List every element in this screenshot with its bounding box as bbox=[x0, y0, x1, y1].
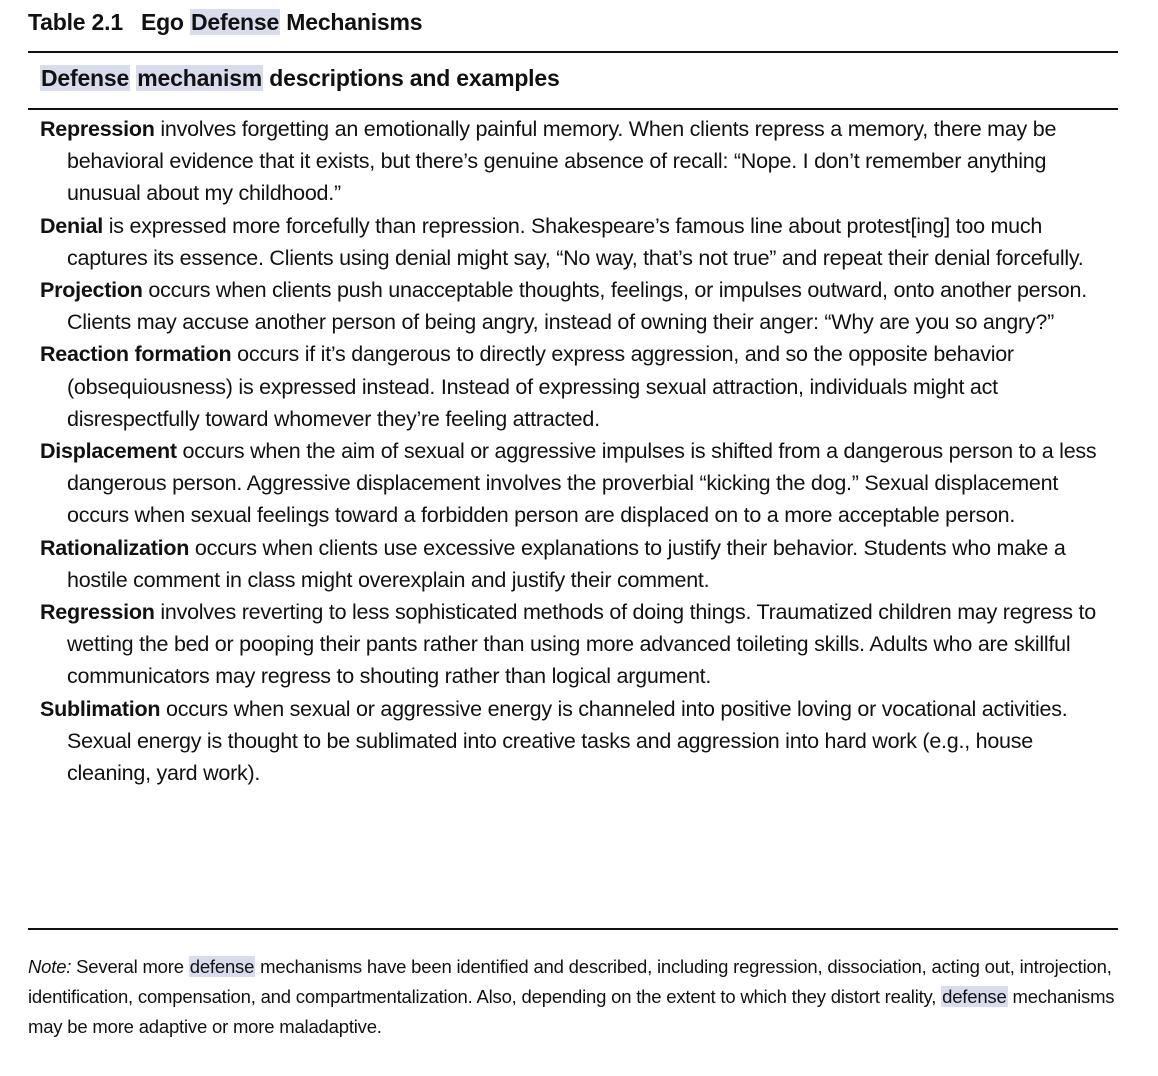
note-highlight-defense-2: defense bbox=[942, 986, 1007, 1007]
bottom-rule bbox=[28, 928, 1118, 930]
note-text-part2: mechanisms have been identified and described, including regression, dissociation, acting out, introjection, identification, compensation, and compartmentalization. Also, depending on the extent to which they distort reality, bbox=[28, 956, 1112, 1007]
entry-rationalization bbox=[40, 532, 1108, 596]
column-header bbox=[40, 65, 560, 92]
entry-reaction-formation bbox=[40, 338, 1108, 435]
entries-list bbox=[40, 113, 1108, 789]
table-note bbox=[28, 952, 1118, 1042]
entry-text: occurs when clients use excessive explanations to justify their behavior. Students who make a hostile comment in class might overexplain and justify their comment. bbox=[67, 535, 1066, 592]
column-header-highlight-defense: Defense bbox=[41, 65, 130, 91]
entry-projection bbox=[40, 274, 1108, 338]
entry-text: occurs when sexual or aggressive energy is channeled into positive loving or vocational activities. Sexual energy is thought to be sublimated into creative tasks and aggression into hard work (e.g., house cleaning, yard work). bbox=[67, 696, 1068, 786]
entry-term: Displacement bbox=[40, 439, 177, 464]
entry-text: involves reverting to less sophisticated methods of doing things. Traumatized children may regress to wetting the bed or pooping their pants rather than using more advanced toileting skills. Adults who are skillful communicators may regress to shouting rather than logical argument. bbox=[67, 600, 1096, 689]
column-header-rest: descriptions and examples bbox=[269, 65, 560, 91]
entry-text: occurs when clients push unacceptable thoughts, feelings, or impulses outward, onto another person. Clients may accuse another person of being angry, instead of owning their anger: “Why are you so angry?” bbox=[67, 278, 1087, 335]
entry-term: Projection bbox=[40, 278, 143, 303]
entry-denial bbox=[40, 210, 1108, 274]
entry-term: Rationalization bbox=[40, 535, 190, 560]
note-text-part1: Several more bbox=[76, 956, 184, 977]
entry-term: Denial bbox=[40, 213, 104, 238]
entry-text: occurs when the aim of sexual or aggressive impulses is shifted from a dangerous person to a less dangerous person. Aggressive displacement involves the proverbial “kicking the dog.” Sexual displacement occurs when sexual feelings toward a forbidden person are displaced on to a more acceptable person. bbox=[67, 439, 1097, 528]
table-title bbox=[28, 9, 422, 36]
entry-text: is expressed more forcefully than repression. Shakespeare’s famous line about protest[ing] too much captures its essence. Clients using denial might say, “No way, that’s not true” and repeat their denial forcefully. bbox=[67, 213, 1084, 270]
title-word-ego: Ego bbox=[140, 9, 184, 35]
note-text-part3: mechanisms may be more adaptive or more maladaptive. bbox=[28, 986, 1115, 1037]
entry-regression bbox=[40, 596, 1108, 693]
entry-displacement bbox=[40, 435, 1108, 532]
title-word-mechanisms: Mechanisms bbox=[286, 9, 423, 35]
entry-text: occurs if it’s dangerous to directly express aggression, and so the opposite behavior (obsequiousness) is expressed instead. Instead of expressing sexual attraction, individuals might act disrespectfully toward whomever they’re feeling attracted. bbox=[67, 342, 1014, 431]
note-highlight-defense-1: defense bbox=[189, 956, 255, 977]
entry-term: Regression bbox=[40, 600, 155, 625]
column-header-highlight-mechanism: mechanism bbox=[137, 65, 263, 91]
entry-term: Reaction formation bbox=[40, 342, 232, 367]
entry-term: Repression bbox=[40, 117, 155, 141]
entry-term: Sublimation bbox=[40, 696, 161, 721]
entry-text: involves forgetting an emotionally painful memory. When clients repress a memory, there may be behavioral evidence that it exists, but there’s genuine absence of recall: “Nope. I don’t remember anything unusual about my childhood.” bbox=[67, 117, 1057, 206]
table-number: Table 2.1 bbox=[28, 9, 123, 35]
note-label: Note: bbox=[28, 956, 72, 977]
title-highlight-defense: Defense bbox=[190, 9, 280, 35]
entry-sublimation bbox=[40, 693, 1108, 790]
entry-repression bbox=[40, 113, 1108, 210]
top-rule bbox=[28, 51, 1118, 53]
header-rule bbox=[28, 108, 1118, 110]
